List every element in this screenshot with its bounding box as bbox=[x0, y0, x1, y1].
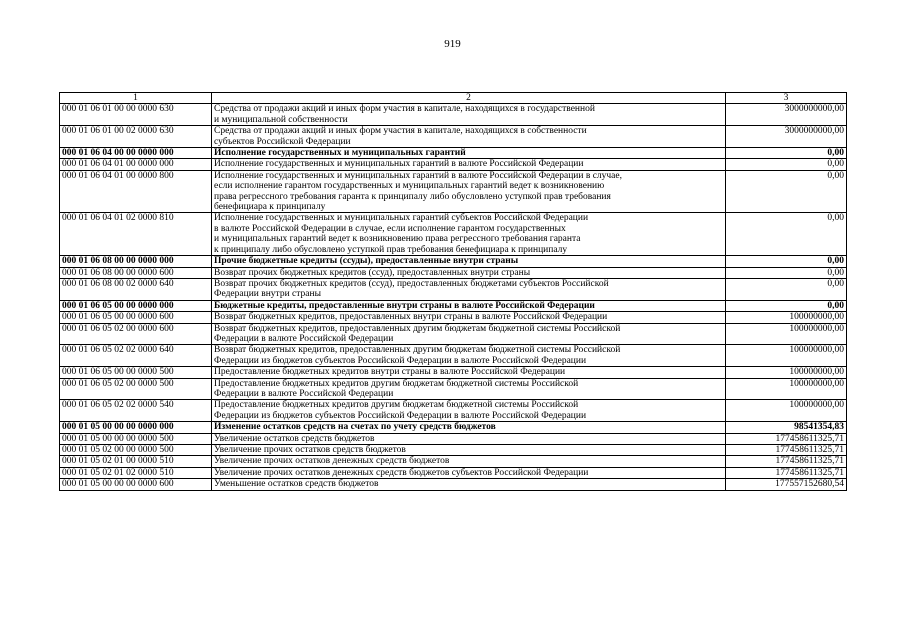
row-name-cell: Предоставление бюджетных кредитов другим бюджетам бюджетной системы Российской Федерации из бюджетов субъектов Российской Федерации в валюте Российской Федерации bbox=[212, 400, 726, 422]
row-name-cell: Изменение остатков средств на счетах по учету средств бюджетов bbox=[212, 422, 726, 433]
row-amount-cell: 3000000000,00 bbox=[726, 126, 847, 148]
row-code-cell: 000 01 06 04 01 00 0000 800 bbox=[60, 170, 212, 213]
row-name-cell: Возврат бюджетных кредитов, предоставленных другим бюджетам бюджетной системы Российской Федерации из бюджетов субъектов Российской Федерации в валюте Российской Федерации bbox=[212, 345, 726, 367]
table-row bbox=[60, 126, 847, 148]
row-amount-cell: 100000000,00 bbox=[726, 400, 847, 422]
table-row bbox=[60, 479, 847, 490]
row-name-cell: Уменьшение остатков средств бюджетов bbox=[212, 479, 726, 490]
table-row bbox=[60, 456, 847, 467]
column-header-amount: 3 bbox=[726, 93, 847, 104]
column-header-name: 2 bbox=[212, 93, 726, 104]
row-code-cell: 000 01 06 08 00 02 0000 640 bbox=[60, 278, 212, 300]
row-amount-cell: 98541354,83 bbox=[726, 422, 847, 433]
row-code-cell: 000 01 06 01 00 02 0000 630 bbox=[60, 126, 212, 148]
row-code-cell: 000 01 05 02 01 00 0000 510 bbox=[60, 456, 212, 467]
row-amount-cell: 177458611325,71 bbox=[726, 467, 847, 478]
row-amount-cell: 3000000000,00 bbox=[726, 104, 847, 126]
row-amount-cell: 177458611325,71 bbox=[726, 456, 847, 467]
row-code-cell: 000 01 06 01 00 00 0000 630 bbox=[60, 104, 212, 126]
row-code-cell: 000 01 05 00 00 00 0000 500 bbox=[60, 433, 212, 444]
row-name-cell: Исполнение государственных и муниципальных гарантий в валюте Российской Федерации в случае, если исполнение гарантом государственных и муниципальных гарантий ведет к возникновению права регрессного требования гаранта к принципалу либо обусловлено уступкой прав требования бенефициара к принципалу bbox=[212, 170, 726, 213]
table-row bbox=[60, 170, 847, 213]
table-row bbox=[60, 267, 847, 278]
row-name-cell: Возврат бюджетных кредитов, предоставленных другим бюджетам бюджетной системы Российской Федерации в валюте Российской Федерации bbox=[212, 323, 726, 345]
table-row bbox=[60, 256, 847, 267]
row-amount-cell: 100000000,00 bbox=[726, 345, 847, 367]
row-code-cell: 000 01 06 05 02 02 0000 540 bbox=[60, 400, 212, 422]
row-name-cell: Увеличение остатков средств бюджетов bbox=[212, 433, 726, 444]
row-amount-cell: 0,00 bbox=[726, 213, 847, 256]
row-name-cell: Исполнение государственных и муниципальных гарантий bbox=[212, 148, 726, 159]
row-amount-cell: 0,00 bbox=[726, 148, 847, 159]
budget-classification-table bbox=[59, 92, 847, 491]
row-amount-cell: 177458611325,71 bbox=[726, 433, 847, 444]
row-code-cell: 000 01 05 02 00 00 0000 500 bbox=[60, 445, 212, 456]
row-name-cell: Средства от продажи акций и иных форм участия в капитале, находящихся в государственной и муниципальной собственности bbox=[212, 104, 726, 126]
row-name-cell: Увеличение прочих остатков денежных средств бюджетов bbox=[212, 456, 726, 467]
row-name-cell: Предоставление бюджетных кредитов другим бюджетам бюджетной системы Российской Федерации в валюте Российской Федерации bbox=[212, 378, 726, 400]
table-row bbox=[60, 159, 847, 170]
table-header bbox=[60, 93, 847, 104]
table-row bbox=[60, 148, 847, 159]
table-row bbox=[60, 467, 847, 478]
row-code-cell: 000 01 06 08 00 00 0000 600 bbox=[60, 267, 212, 278]
row-name-cell: Возврат бюджетных кредитов, предоставленных внутри страны в валюте Российской Федерации bbox=[212, 312, 726, 323]
row-code-cell: 000 01 05 00 00 00 0000 600 bbox=[60, 479, 212, 490]
row-name-cell: Увеличение прочих остатков денежных средств бюджетов субъектов Российской Федерации bbox=[212, 467, 726, 478]
row-code-cell: 000 01 06 05 00 00 0000 500 bbox=[60, 367, 212, 378]
row-code-cell: 000 01 06 04 00 00 0000 000 bbox=[60, 148, 212, 159]
row-name-cell: Возврат прочих бюджетных кредитов (ссуд), предоставленных бюджетами субъектов Российской Федерации внутри страны bbox=[212, 278, 726, 300]
row-name-cell: Увеличение прочих остатков средств бюджетов bbox=[212, 445, 726, 456]
row-amount-cell: 0,00 bbox=[726, 278, 847, 300]
table-row bbox=[60, 104, 847, 126]
row-code-cell: 000 01 06 05 02 00 0000 500 bbox=[60, 378, 212, 400]
row-amount-cell: 0,00 bbox=[726, 300, 847, 311]
row-amount-cell: 100000000,00 bbox=[726, 378, 847, 400]
row-code-cell: 000 01 06 04 01 02 0000 810 bbox=[60, 213, 212, 256]
table-row bbox=[60, 213, 847, 256]
header-row bbox=[60, 93, 847, 104]
row-code-cell: 000 01 05 02 01 02 0000 510 bbox=[60, 467, 212, 478]
row-code-cell: 000 01 06 04 01 00 0000 000 bbox=[60, 159, 212, 170]
table-row bbox=[60, 278, 847, 300]
row-amount-cell: 0,00 bbox=[726, 256, 847, 267]
table-row bbox=[60, 367, 847, 378]
table-row bbox=[60, 323, 847, 345]
row-amount-cell: 100000000,00 bbox=[726, 367, 847, 378]
row-code-cell: 000 01 05 00 00 00 0000 000 bbox=[60, 422, 212, 433]
row-code-cell: 000 01 06 05 00 00 0000 600 bbox=[60, 312, 212, 323]
row-amount-cell: 0,00 bbox=[726, 159, 847, 170]
row-code-cell: 000 01 06 05 00 00 0000 000 bbox=[60, 300, 212, 311]
row-name-cell: Бюджетные кредиты, предоставленные внутри страны в валюте Российской Федерации bbox=[212, 300, 726, 311]
row-amount-cell: 177458611325,71 bbox=[726, 445, 847, 456]
row-amount-cell: 0,00 bbox=[726, 170, 847, 213]
row-amount-cell: 177557152680,54 bbox=[726, 479, 847, 490]
column-header-code: 1 bbox=[60, 93, 212, 104]
table-row bbox=[60, 378, 847, 400]
table-row bbox=[60, 400, 847, 422]
row-amount-cell: 100000000,00 bbox=[726, 323, 847, 345]
table-body bbox=[60, 104, 847, 490]
row-amount-cell: 100000000,00 bbox=[726, 312, 847, 323]
row-name-cell: Предоставление бюджетных кредитов внутри страны в валюте Российской Федерации bbox=[212, 367, 726, 378]
row-code-cell: 000 01 06 05 02 02 0000 640 bbox=[60, 345, 212, 367]
row-amount-cell: 0,00 bbox=[726, 267, 847, 278]
row-code-cell: 000 01 06 05 02 00 0000 600 bbox=[60, 323, 212, 345]
row-code-cell: 000 01 06 08 00 00 0000 000 bbox=[60, 256, 212, 267]
row-name-cell: Возврат прочих бюджетных кредитов (ссуд), предоставленных внутри страны bbox=[212, 267, 726, 278]
table-row bbox=[60, 445, 847, 456]
table-row bbox=[60, 345, 847, 367]
page-number: 919 bbox=[444, 38, 461, 50]
table-row bbox=[60, 422, 847, 433]
row-name-cell: Исполнение государственных и муниципальных гарантий в валюте Российской Федерации bbox=[212, 159, 726, 170]
table-row bbox=[60, 433, 847, 444]
table-row bbox=[60, 312, 847, 323]
row-name-cell: Исполнение государственных и муниципальных гарантий субъектов Российской Федерации в валюте Российской Федерации в случае, если исполнение гарантом государственных и муниципальных гарантий ведет к возникновению права регрессного требования гаранта к принципалу либо обусловлено уступкой прав требования бенефициара к принципалу bbox=[212, 213, 726, 256]
row-name-cell: Прочие бюджетные кредиты (ссуды), предоставленные внутри страны bbox=[212, 256, 726, 267]
table-row bbox=[60, 300, 847, 311]
row-name-cell: Средства от продажи акций и иных форм участия в капитале, находящихся в собственности субъектов Российской Федерации bbox=[212, 126, 726, 148]
